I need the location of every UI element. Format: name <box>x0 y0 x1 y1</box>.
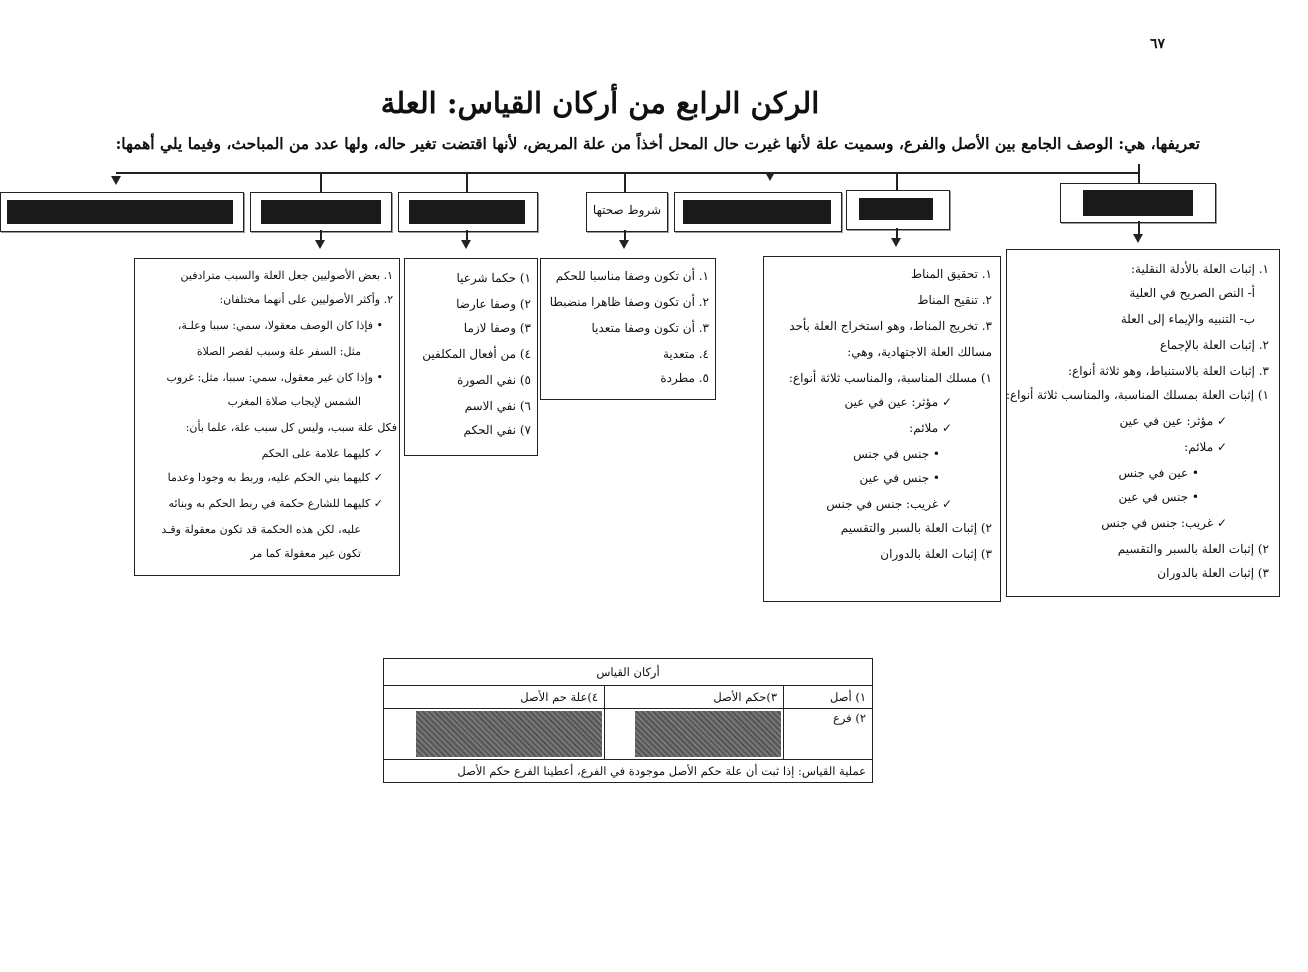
header-box-proof <box>1060 183 1216 223</box>
header-box-cause <box>250 192 392 232</box>
list-item: ١. بعض الأصوليين جعل العلة والسبب مترادفين <box>180 269 393 282</box>
redaction <box>635 711 781 757</box>
table-cell-redacted <box>384 709 605 760</box>
manat-box <box>763 256 1001 602</box>
header-box-left <box>0 192 244 232</box>
page-title: الركن الرابع من أركان القياس: العلة <box>380 86 820 120</box>
list-item: ١. إثبات العلة بالأدلة النقلية: <box>1131 262 1269 276</box>
list-item: ✓ مؤثر: عين في عين <box>844 395 952 409</box>
header-box-redacted <box>674 192 842 232</box>
arrow-icon <box>765 172 775 181</box>
redaction <box>7 200 233 224</box>
list-item: الشمس لإيجاب صلاة المغرب <box>227 395 361 408</box>
list-item: ٢. إثبات العلة بالإجماع <box>1159 338 1269 352</box>
list-item: ١. أن تكون وصفا مناسبا للحكم <box>555 269 709 283</box>
list-item: أ- النص الصريح في العلية <box>1129 286 1255 300</box>
process-text: عملية القياس: إذا ثبت أن علة حكم الأصل موجودة في الفرع، أعطينا الفرع حكم الأصل <box>384 760 873 783</box>
arrow-icon <box>891 238 901 247</box>
list-item: ٣. إثبات العلة بالاستنباط، وهو ثلاثة أنواع: <box>1068 364 1269 378</box>
list-item: ✓ كليهما علامة على الحكم <box>261 447 383 460</box>
connector-drop <box>466 230 468 240</box>
conditions-label: شروط صحتها <box>592 203 662 217</box>
list-item: ٣. أن تكون وصفا متعديا <box>591 321 709 335</box>
list-item: ✓ مؤثر: عين في عين <box>1119 414 1227 428</box>
list-item: ✓ غريب: جنس في جنس <box>826 497 952 511</box>
list-item: ٢) إثبات العلة بالسبر والتقسيم <box>1117 542 1269 556</box>
conditions-box <box>540 258 716 400</box>
table-cell: ٤)علة حم الأصل <box>384 686 605 709</box>
list-item: • فإذا كان الوصف معقولا، سمي: سببا وعلـة، <box>177 319 383 332</box>
list-item: ٣. تخريج المناط، وهو استخراج العلة بأحد <box>789 319 992 333</box>
list-item: ✓ ملائم: <box>909 421 952 435</box>
list-item: ٣) إثبات العلة بالدوران <box>880 547 992 561</box>
page-number: ٦٧ <box>1150 36 1166 52</box>
arrow-icon <box>461 240 471 249</box>
list-item: ٥. مطردة <box>660 371 709 385</box>
table-cell: ٣)حكم الأصل <box>605 686 784 709</box>
header-box-manat <box>846 190 950 230</box>
list-item: ١) حكما شرعيا <box>456 271 531 285</box>
list-item: ١) إثبات العلة بمسلك المناسبة، والمناسب ثلاثة أنواع: <box>1005 388 1269 402</box>
list-item: • جنس في عين <box>1118 490 1199 504</box>
redaction <box>416 711 602 757</box>
redaction <box>683 200 831 224</box>
arrow-icon <box>1133 234 1143 243</box>
list-item: ٢) وصفا عارضا <box>456 297 531 311</box>
list-item: ٥) نفي الصورة <box>457 373 531 387</box>
table-cell: ٢) فرع <box>784 709 873 760</box>
list-item: ✓ كليهما بني الحكم عليه، وربط به وجودا وعدما <box>167 471 383 484</box>
list-item: مسالك العلة الاجتهادية، وهي: <box>847 345 992 359</box>
pillars-table-title: أركان القياس <box>384 659 873 686</box>
list-item: ٢. أن تكون وصفا ظاهرا منضبطا <box>549 295 709 309</box>
connector-bar <box>116 172 1140 174</box>
connector-drop <box>624 230 626 240</box>
header-box-types <box>398 192 538 232</box>
list-item: ٢. وأكثر الأصوليين على أنهما مختلفان: <box>219 293 393 306</box>
arrow-icon <box>111 176 121 185</box>
connector-drop <box>1138 221 1140 235</box>
arrow-icon <box>315 240 325 249</box>
table-cell: ١) أصل <box>784 686 873 709</box>
list-item: ٣) وصفا لازما <box>463 321 531 335</box>
proof-box <box>1006 249 1280 597</box>
cause-box <box>134 258 400 576</box>
list-item: ٣) إثبات العلة بالدوران <box>1157 566 1269 580</box>
definition-text: تعريفها، هي: الوصف الجامع بين الأصل والفرع، وسميت علة لأنها غيرت حال المحل أخذاً من علة المريض، لأنها اقتضت تغير حاله، ولها عدد من المباحث، وفيما يلي أهمها: <box>115 134 1200 153</box>
list-item: • عين في جنس <box>1118 466 1199 480</box>
list-item: ٦) نفي الاسم <box>464 399 531 413</box>
list-item: • جنس في عين <box>859 471 940 485</box>
pillars-table <box>383 658 873 783</box>
list-item: تكون غير معقولة كما مر <box>250 547 361 560</box>
connector-drop <box>624 172 626 192</box>
list-item: ١) مسلك المناسبة، والمناسب ثلاثة أنواع: <box>788 371 992 385</box>
list-item: فكل علة سبب، وليس كل سبب علة، علما بأن: <box>185 421 397 434</box>
list-item: ب- التنبيه والإيماء إلى العلة <box>1120 312 1255 326</box>
redaction <box>409 200 525 224</box>
types-box <box>404 258 538 456</box>
list-item: ✓ كليهما للشارع حكمة في ربط الحكم به وبنائه <box>168 497 383 510</box>
list-item: • وإذا كان غير معقول، سمي: سببا، مثل: غروب <box>166 371 383 384</box>
connector-drop <box>896 228 898 238</box>
list-item: ✓ غريب: جنس في جنس <box>1101 516 1227 530</box>
list-item: • جنس في جنس <box>853 447 940 461</box>
redaction <box>859 198 933 220</box>
list-item: عليه، لكن هذه الحكمة قد تكون معقولة وقـد <box>161 523 361 536</box>
list-item: ٧) نفي الحكم <box>463 423 531 437</box>
list-item: ٢) إثبات العلة بالسبر والتقسيم <box>840 521 992 535</box>
header-box-conditions <box>586 192 668 232</box>
redaction <box>261 200 381 224</box>
redaction <box>1083 190 1193 216</box>
list-item: ٢. تنقيح المناط <box>917 293 992 307</box>
list-item: مثل: السفر علة وسبب لقصر الصلاة <box>196 345 361 358</box>
list-item: ٤) من أفعال المكلفين <box>422 347 531 361</box>
list-item: ٤. متعدية <box>663 347 709 361</box>
connector-drop <box>320 172 322 192</box>
arrow-icon <box>619 240 629 249</box>
list-item: ✓ ملائم: <box>1184 440 1227 454</box>
list-item: ١. تحقيق المناط <box>911 267 992 281</box>
connector-drop <box>466 172 468 192</box>
table-cell-redacted <box>605 709 784 760</box>
connector-drop <box>896 172 898 190</box>
connector-drop <box>320 230 322 240</box>
